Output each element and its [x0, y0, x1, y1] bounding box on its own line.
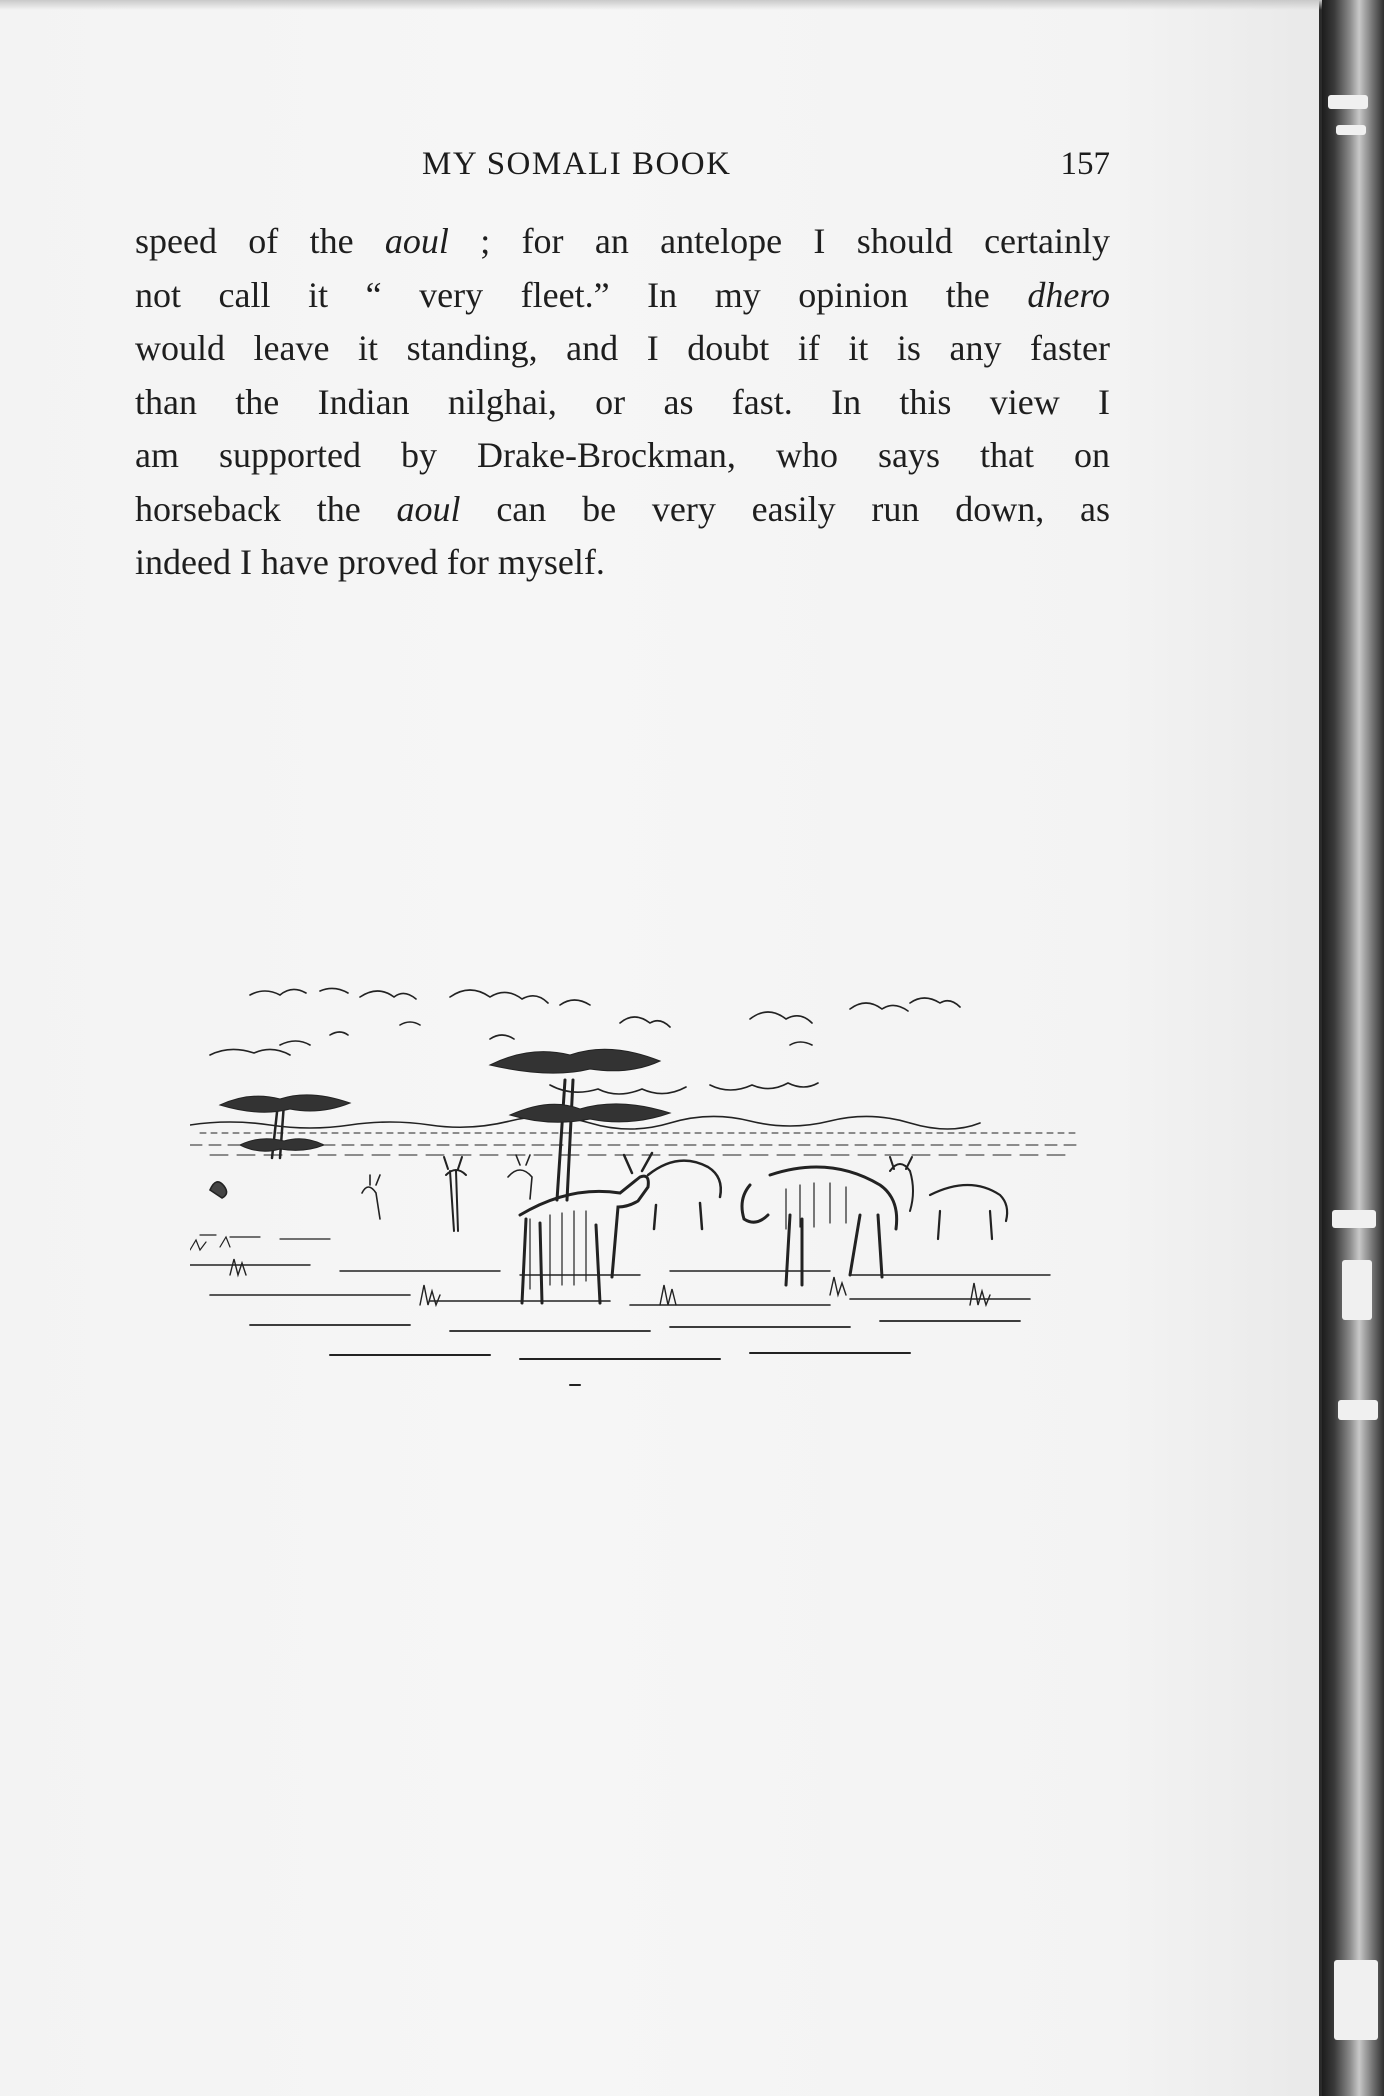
edge-fleck — [1338, 1400, 1378, 1420]
text-line — [135, 269, 1110, 323]
text-line — [135, 483, 1110, 537]
text-line — [135, 215, 1110, 269]
text-run: would leave it standing, and I doubt if it is any faster — [135, 328, 1110, 368]
page-header — [135, 146, 1110, 190]
text-run: not call it “ very fleet.” In my opinion the — [135, 274, 1028, 315]
body-paragraph — [135, 215, 1110, 590]
text-line — [135, 322, 1110, 376]
page-edge-strip — [1322, 0, 1384, 2096]
running-title: MY SOMALI BOOK — [422, 146, 732, 182]
italic-term: aoul — [384, 221, 449, 261]
text-line — [135, 429, 1110, 483]
text-run: horseback the — [135, 488, 397, 529]
text-line — [135, 536, 1110, 590]
text-run: speed of the — [135, 221, 385, 261]
text-run: indeed I have proved for myself. — [135, 542, 605, 582]
text-run: than the Indian nilghai, or as fast. In this view I — [135, 381, 1110, 422]
edge-fleck — [1334, 1960, 1378, 2040]
edge-fleck — [1328, 95, 1368, 109]
page-top-shadow — [0, 0, 1322, 10]
engraving-antelope-herd-icon — [190, 975, 1090, 1420]
edge-fleck — [1336, 125, 1366, 135]
text-line — [135, 376, 1110, 430]
italic-term: dhero — [1027, 274, 1110, 315]
edge-fleck — [1332, 1210, 1376, 1228]
text-run: can be very easily run down, as — [460, 488, 1110, 529]
text-run: ; for an antelope I should certainly — [448, 221, 1111, 261]
italic-term: aoul — [396, 488, 461, 529]
text-run: am supported by Drake-Brockman, who says that on — [135, 435, 1110, 475]
page-number: 157 — [1060, 146, 1110, 182]
edge-fleck — [1342, 1260, 1372, 1320]
